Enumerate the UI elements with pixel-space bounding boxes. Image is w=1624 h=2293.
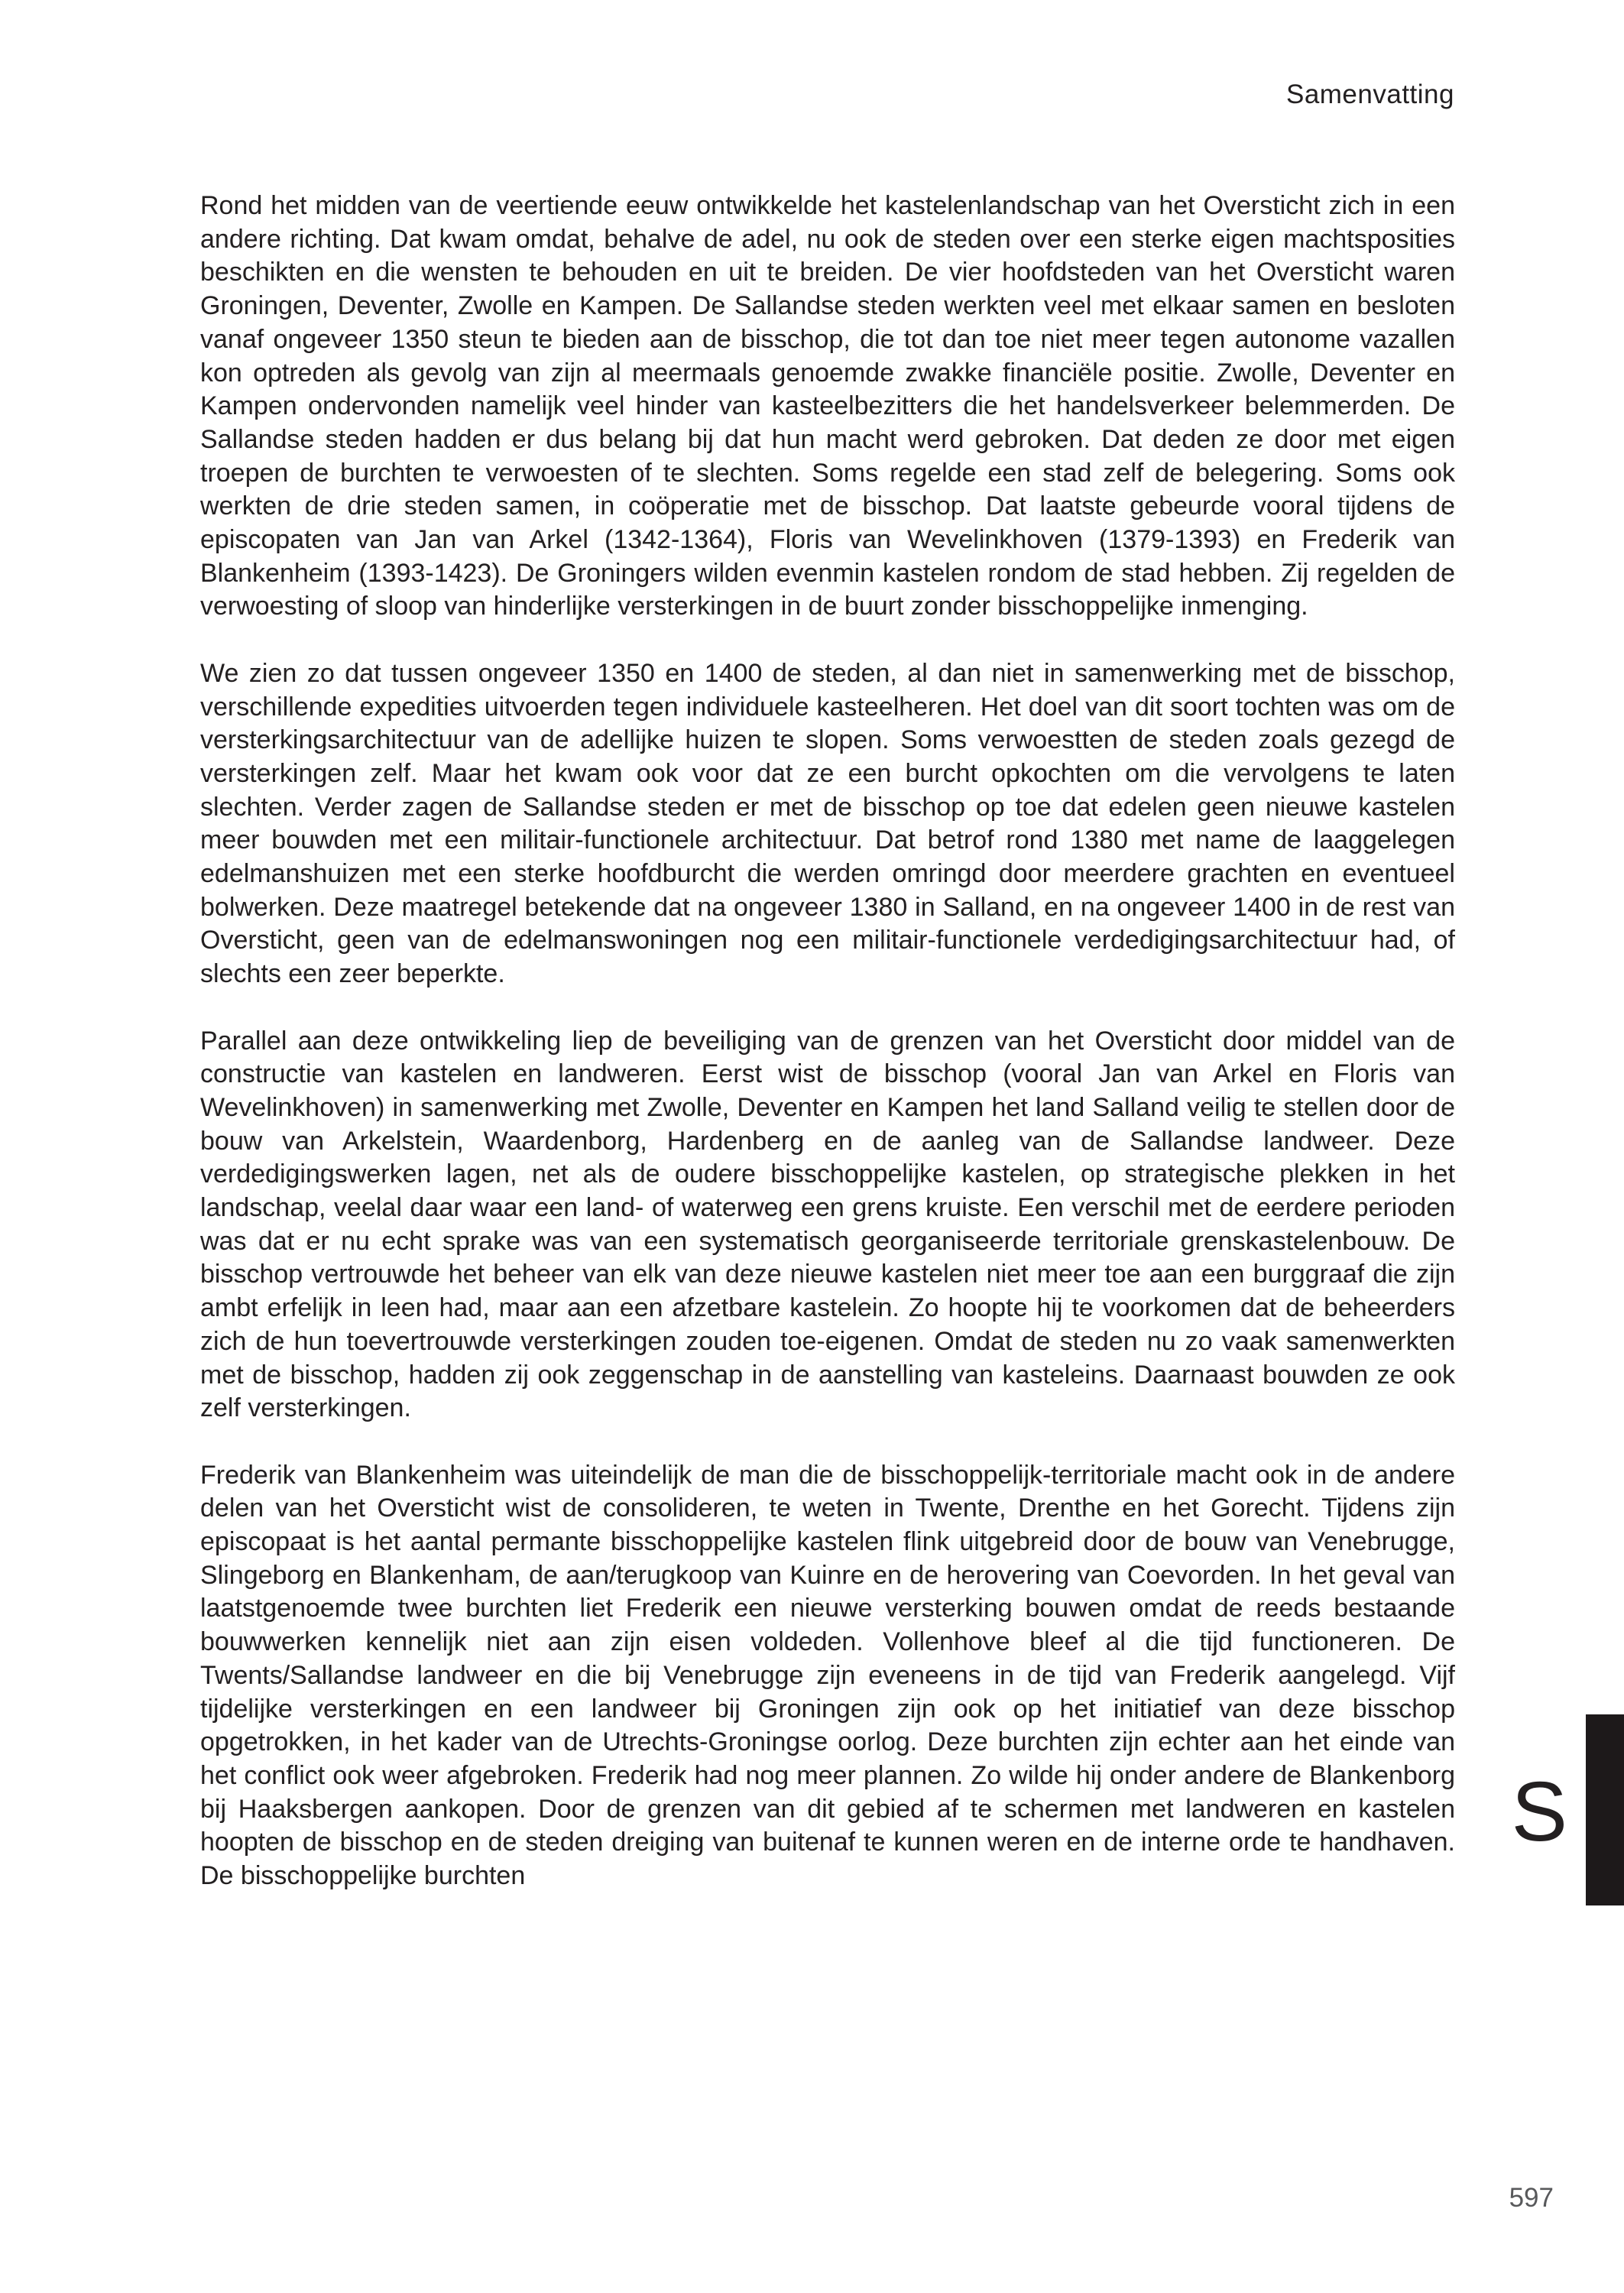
paragraph-2: We zien zo dat tussen ongeveer 1350 en 1400 de steden, al dan niet in samenwerking met de bisschop, verschillende expedities uitvoerden tegen individuele kasteelheren. Het doel van dit soort tochten was om de versterkingsarchitectuur van de adellijke huizen te slopen. Soms verwoestten de steden zoals gezegd de versterkingen zelf. Maar het kwam ook voor dat ze een burcht opkochten om die vervolgens te laten slechten. Verder zagen de Sallandse steden er met de bisschop op toe dat edelen geen nieuwe kastelen meer bouwden met een militair-functionele architectuur. Dat betrof rond 1380 met name de laaggelegen edelmanshuizen met een sterke hoofdburcht die werden omringd door meerdere grachten en eventueel bolwerken. Deze maatregel betekende dat na ongeveer 1380 in Salland, en na ongeveer 1400 in de rest van Oversticht, geen van de edelmanswoningen nog een militair-functionele verdedigingsarchitectuur had, of slechts een zeer beperkte. [200, 658, 1455, 989]
running-header [1286, 79, 1454, 110]
page-number: 597 [1509, 2183, 1554, 2213]
paragraph-1: Rond het midden van de veertiende eeuw ontwikkelde het kastelenlandschap van het Oversticht zich in een andere richting. Dat kwam omdat, behalve de adel, nu ook de steden over een sterke eigen machtsposities beschikten en die wensten te behouden en uit te breiden. De vier hoofdsteden van het Oversticht waren Groningen, Deventer, Zwolle en Kampen. De Sallandse steden werkten veel met elkaar samen en besloten vanaf ongeveer 1350 steun te bieden aan de bisschop, die tot dan toe niet meer tegen autonome vazallen kon optreden als gevolg van zijn al meermaals genoemde zwakke financiële positie. Zwolle, Deventer en Kampen ondervonden namelijk veel hinder van kasteelbezitters die het handelsverkeer belemmerden. De Sallandse steden hadden er dus belang bij dat hun macht werd gebroken. Dat deden ze door met eigen troepen de burchten te verwoesten of te slechten. Soms regelde een stad zelf de belegering. Soms ook werkten de drie steden samen, in coöperatie met de bisschop. Dat laatste gebeurde vooral tijdens de episcopaten van Jan van Arkel (1342-1364), Floris van Wevelinkhoven (1379-1393) en Frederik van Blankenheim (1393-1423). De Groningers wilden evenmin kastelen rondom de stad hebben. Zij regelden de verwoesting of sloop van hinderlijke versterkingen in de buurt zonder bisschoppelijke inmenging. [200, 191, 1455, 621]
section-title: Samenvatting [1285, 79, 1454, 109]
summary-text-block [200, 190, 1455, 1893]
paragraph-3: Parallel aan deze ontwikkeling liep de beveiliging van de grenzen van het Oversticht door middel van de constructie van kastelen en landweren. Eerst wist de bisschop (vooral Jan van Arkel en Floris van Wevelinkhoven) in samenwerking met Zwolle, Deventer en Kampen het land Salland veilig te stellen door de bouw van Arkelstein, Waardenborg, Hardenberg en de aanleg van de Sallandse landweer. Deze verdedigingswerken lagen, net als de oudere bisschoppelijke kastelen, op strategische plekken in het landschap, veelal daar waar een land- of waterweg een grens kruiste. Een verschil met de eerdere perioden was dat er nu echt sprake was van een systematisch georganiseerde territoriale grenskastelenbouw. De bisschop vertrouwde het beheer van elk van deze nieuwe kastelen niet meer toe aan een burggraaf die zijn ambt erfelijk in leen had, maar aan een afzetbare kastelein. Zo hoopte hij te voorkomen dat de beheerders zich de hun toevertrouwde versterkingen zouden toe-eigenen. Omdat de steden nu zo vaak samenwerkten met de bisschop, hadden zij ook zeggenschap in de aanstelling van kasteleins. Daarnaast bouwden ze ook zelf versterkingen. [200, 1026, 1455, 1423]
section-tab-letter: S [1511, 1765, 1567, 1859]
section-tab-bar [1586, 1714, 1624, 1905]
paragraph-4: Frederik van Blankenheim was uiteindelijk de man die de bisschoppelijk-territoriale macht ook in de andere delen van het Oversticht wist de consolideren, te weten in Twente, Drenthe en het Gorecht. Tijdens zijn episcopaat is het aantal permante bisschoppelijke kastelen flink uitgebreid door de bouw van Venebrugge, Slingeborg en Blankenham, de aan/terugkoop van Kuinre en de herovering van Coevorden. In het geval van laatstgenoemde twee burchten liet Frederik een nieuwe versterking bouwen omdat de reeds bestaande bouwwerken kennelijk niet aan zijn eisen voldeden. Vollenhove bleef al die tijd functioneren. De Twents/Sallandse landweer en die bij Venebrugge zijn eveneens in de tijd van Frederik aangelegd. Vijf tijdelijke versterkingen en een landweer bij Groningen zijn ook op het initiatief van deze bisschop opgetrokken, in het kader van de Utrechts-Groningse oorlog. Deze burchten zijn echter aan het einde van het conflict ook weer afgebroken. Frederik had nog meer plannen. Zo wilde hij onder andere de Blankenborg bij Haaksbergen aankopen. Door de grenzen van dit gebied af te schermen met landweren en kastelen hoopten de bisschop en de steden dreiging van buitenaf te kunnen weren en de interne orde te handhaven. De bisschoppelijke burchten [200, 1460, 1455, 1891]
